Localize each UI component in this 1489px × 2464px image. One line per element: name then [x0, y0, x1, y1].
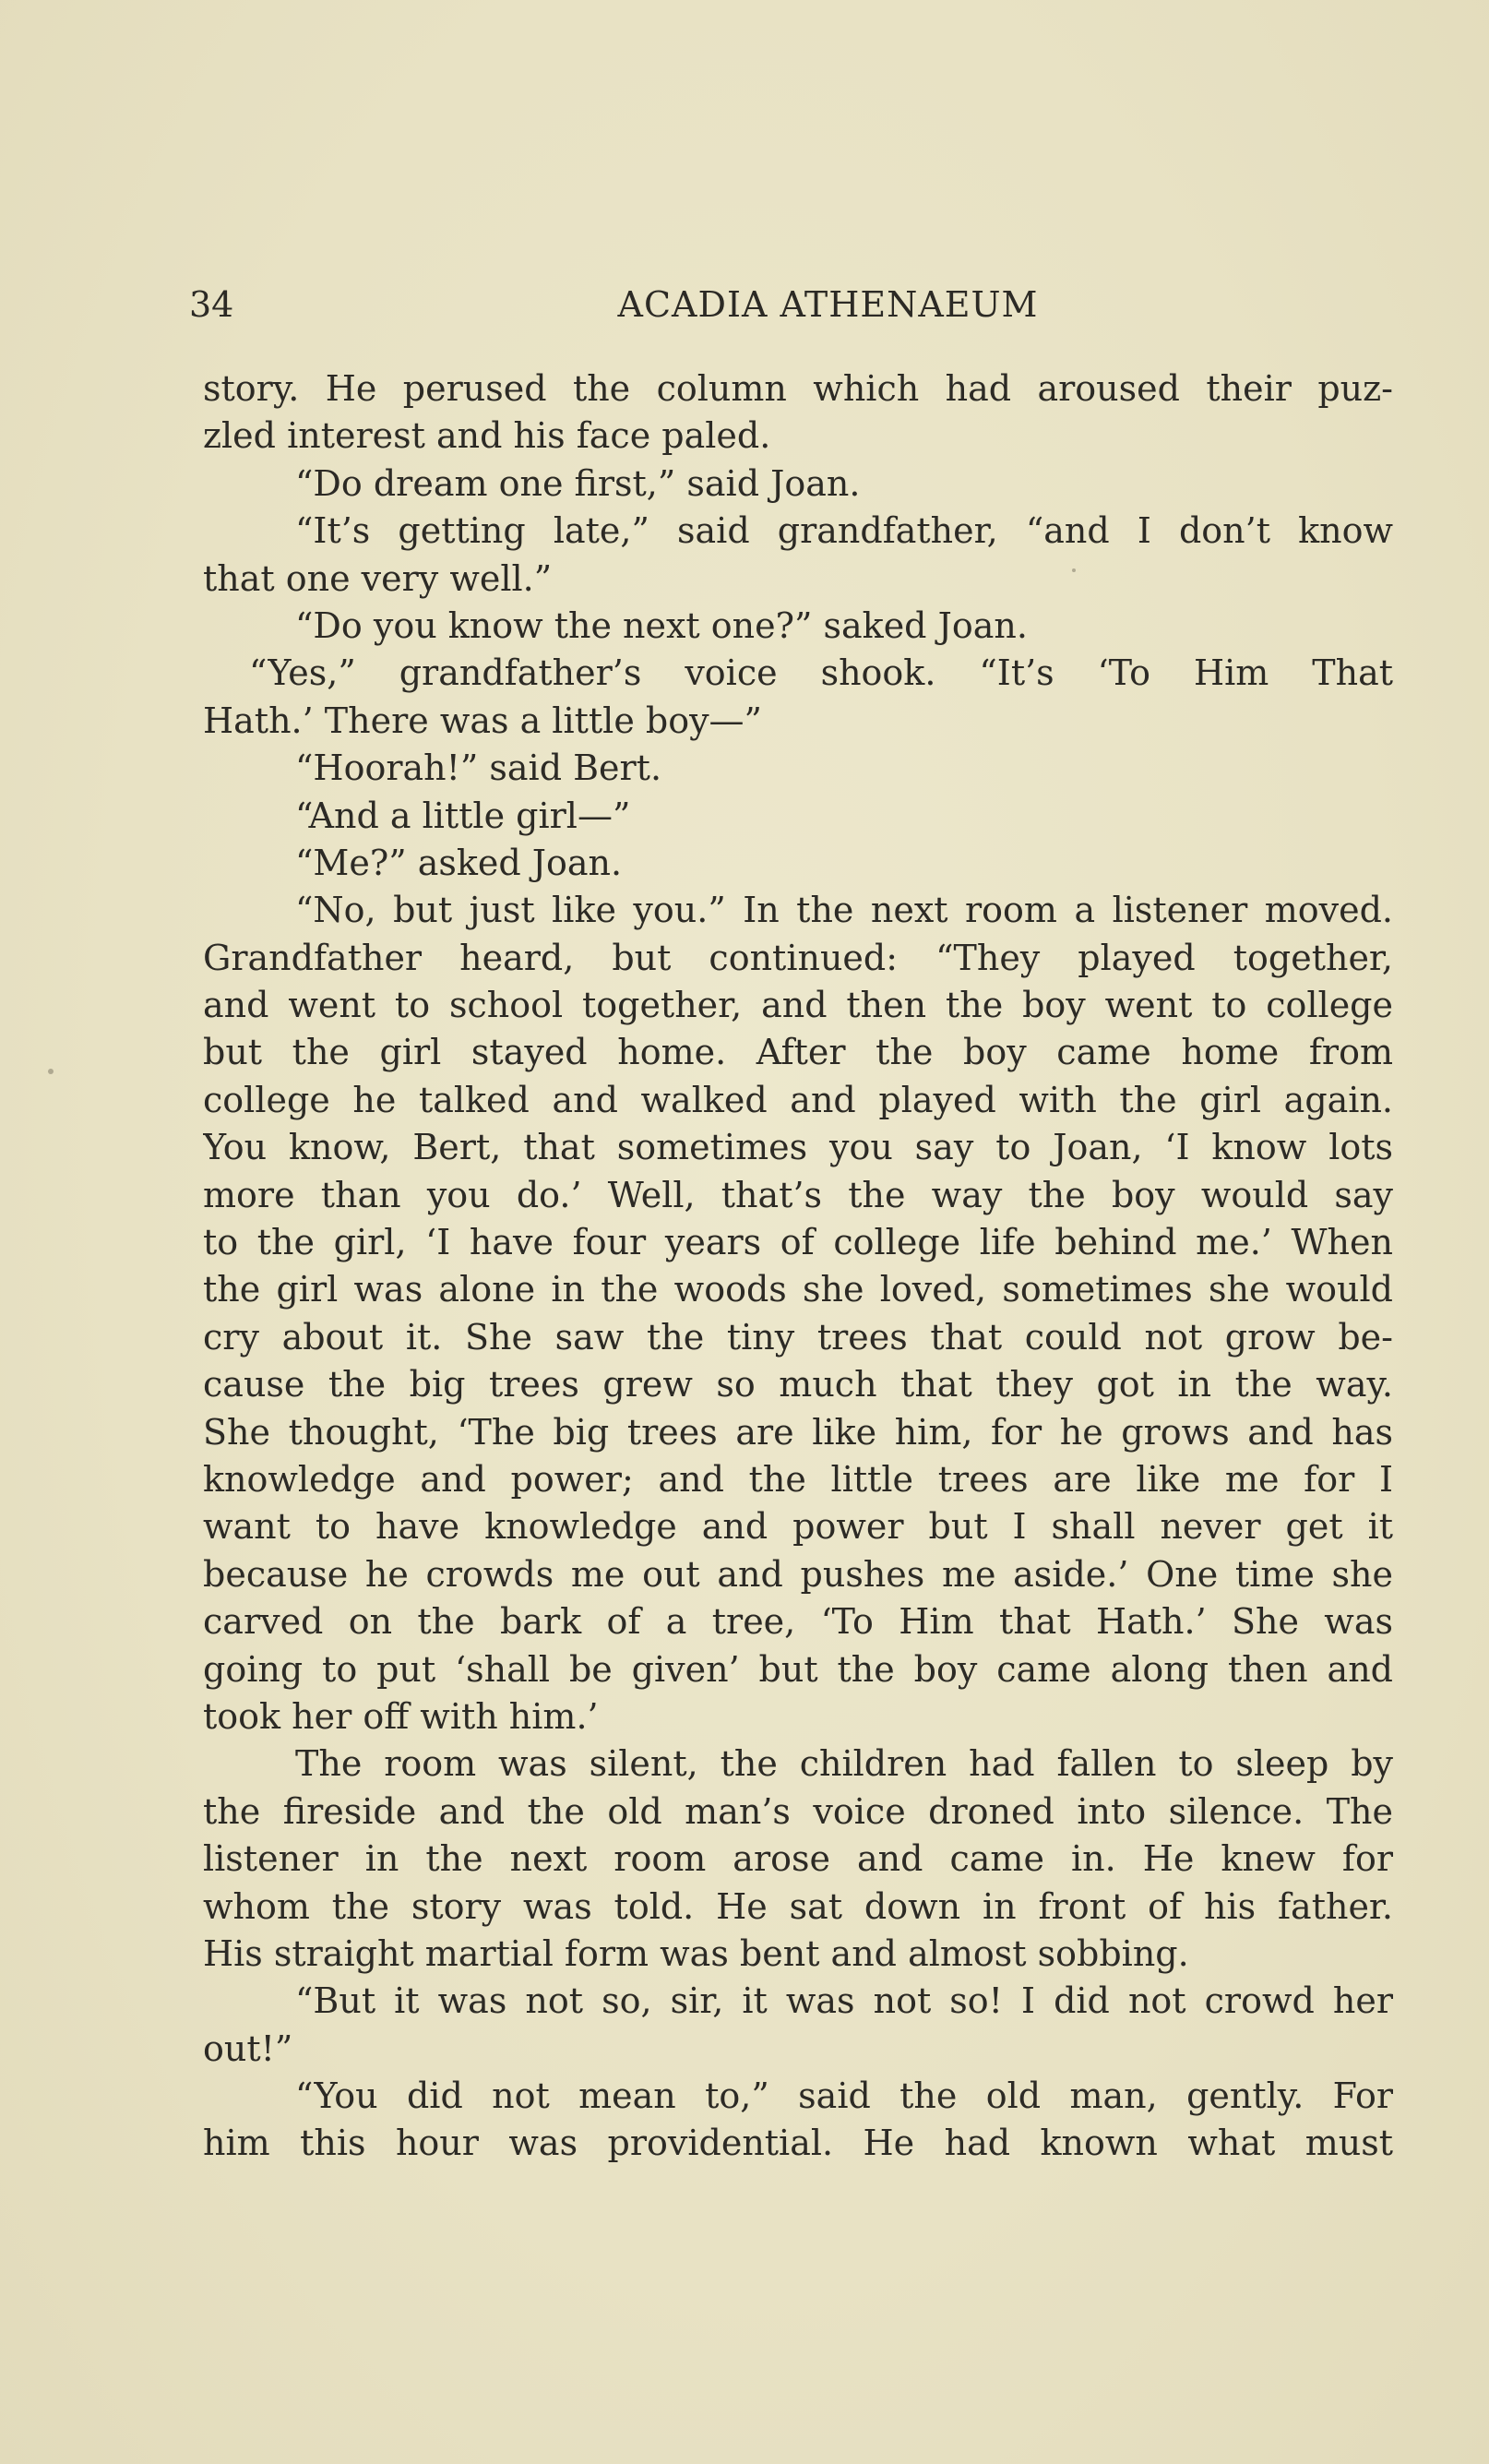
text-line: but the girl stayed home. After the boy came home from	[203, 1032, 1393, 1073]
text-line: “Me?” asked Joan.	[295, 842, 623, 883]
text-line: carved on the bark of a tree, ‘To Him that Hath.’ She was	[203, 1601, 1393, 1643]
text-line: “Do dream one first,” said Joan.	[295, 462, 861, 504]
text-line: going to put ‘shall be given’ but the boy came along then and	[203, 1648, 1393, 1690]
text-line: took her off with him.’	[203, 1695, 599, 1737]
text-line: to the girl, ‘I have four years of college life behind me.’ When	[203, 1222, 1393, 1263]
text-line: knowledge and power; and the little trees are like me for I	[203, 1458, 1393, 1500]
text-line: His straight martial form was bent and almost sobbing.	[203, 1932, 1189, 1974]
text-line: whom the story was told. He sat down in front of his father.	[203, 1885, 1393, 1927]
text-line: The room was silent, the children had fallen to sleep by	[295, 1743, 1393, 1785]
page-header	[189, 277, 1393, 332]
text-line: the fireside and the old man’s voice droned into silence. The	[203, 1790, 1393, 1832]
text-line: “Yes,” grandfather’s voice shook. “It’s ‘To Him That	[249, 652, 1393, 694]
paper-speck	[1072, 568, 1076, 572]
text-line: cause the big trees grew so much that they got in the way.	[203, 1364, 1393, 1405]
text-line: zled interest and his face paled.	[203, 415, 771, 457]
text-line: “It’s getting late,” said grandfather, “and I don’t know	[295, 510, 1393, 552]
text-line: him this hour was providential. He had known what must	[203, 2123, 1393, 2164]
text-line: “Do you know the next one?” saked Joan.	[295, 604, 1028, 646]
text-line: the girl was alone in the woods she loved, sometimes she would	[203, 1269, 1393, 1310]
text-line: She thought, ‘The big trees are like him, for he grows and has	[203, 1411, 1393, 1453]
text-line: cry about it. She saw the tiny trees that could not grow be-	[203, 1316, 1393, 1358]
body-text	[203, 365, 1393, 2168]
text-line: college he talked and walked and played with the girl again.	[203, 1079, 1393, 1120]
text-line: “But it was not so, sir, it was not so! I did not crowd her	[295, 1980, 1393, 2022]
paper-speck	[48, 1069, 54, 1074]
text-line: “No, but just like you.” In the next room a listener moved.	[295, 890, 1393, 931]
text-line: “Hoorah!” said Bert.	[295, 748, 662, 789]
text-line: out!”	[203, 2027, 293, 2069]
text-line: because he crowds me out and pushes me aside.’ One time she	[203, 1553, 1393, 1595]
page-number: 34	[189, 284, 234, 325]
text-line: and went to school together, and then the boy went to college	[203, 985, 1393, 1026]
text-line: want to have knowledge and power but I shall never get it	[203, 1506, 1393, 1548]
text-line: listener in the next room arose and came in. He knew for	[203, 1838, 1393, 1880]
running-head: ACADIA ATHENAEUM	[617, 284, 1039, 325]
text-line: “You did not mean to,” said the old man, gently. For	[295, 2075, 1393, 2117]
text-line: You know, Bert, that sometimes you say to Joan, ‘I know lots	[203, 1127, 1393, 1168]
text-line: more than you do.’ Well, that’s the way the boy would say	[203, 1174, 1393, 1215]
text-line: Grandfather heard, but continued: “They played together,	[203, 937, 1393, 978]
text-line: “And a little girl—”	[295, 795, 631, 836]
text-line: story. He perused the column which had aroused their puz-	[203, 368, 1393, 409]
text-line: Hath.’ There was a little boy—”	[203, 700, 762, 741]
text-line: that one very well.”	[203, 557, 553, 599]
